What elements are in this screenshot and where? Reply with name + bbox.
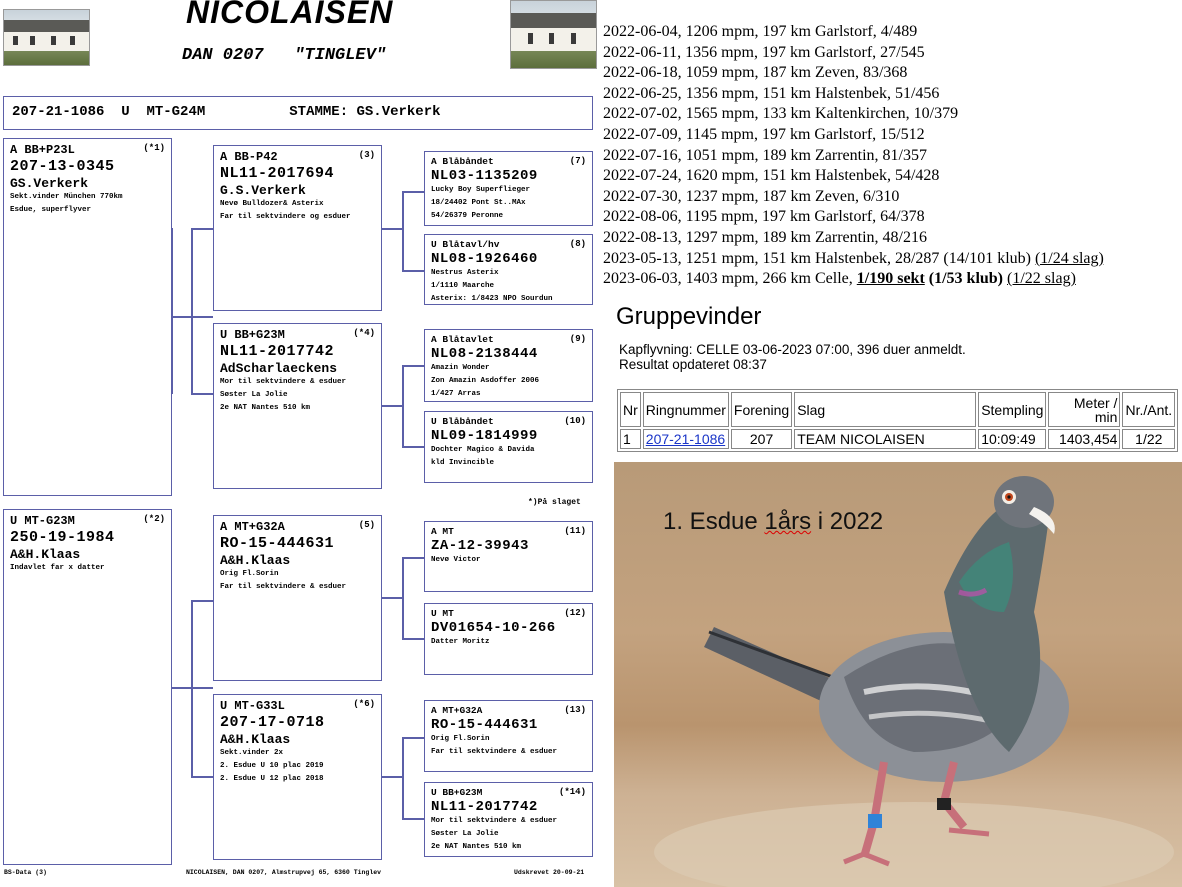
box-color: A Blåtavlet — [431, 334, 494, 345]
box-number: (*1) — [143, 143, 165, 153]
box-number: (*4) — [353, 328, 375, 338]
box-note: Søster La Jolie — [431, 830, 499, 838]
box-ring: NL08-2138444 — [431, 346, 538, 362]
cell-slag: TEAM NICOLAISEN — [794, 429, 976, 449]
connector — [191, 776, 213, 778]
connector — [402, 638, 424, 640]
result-link-slag[interactable]: (1/22 slag) — [1007, 270, 1076, 288]
box-color: U MT-G33L — [220, 699, 285, 713]
box-note: Amazin Wonder — [431, 364, 490, 372]
result-row — [603, 166, 1104, 187]
connector — [402, 557, 404, 639]
result-text: 2022-07-09, 1145 mpm, 197 km Garlstorf, 15/512 — [603, 125, 925, 143]
box-note: Sekt.vinder 2x — [220, 749, 284, 757]
box-ring: NL08-1926460 — [431, 251, 538, 267]
connector — [191, 228, 193, 394]
result-text: 2023-06-03, 1403 mpm, 266 km Celle, — [603, 270, 857, 288]
col-slag: Slag — [794, 392, 976, 427]
cell-stempling: 10:09:49 — [978, 429, 1046, 449]
box-owner: A&H.Klaas — [220, 732, 291, 747]
page-title: NICOLAISEN — [186, 0, 394, 30]
pedigree-box-12 — [424, 603, 593, 675]
box-ring: NL09-1814999 — [431, 428, 538, 444]
connector — [191, 393, 213, 395]
pedigree-box-mother — [3, 509, 172, 865]
box-ring: RO-15-444631 — [431, 717, 538, 733]
result-text: 2022-07-02, 1565 mpm, 133 km Kaltenkirchen, 10/379 — [603, 105, 959, 123]
result-text: 2022-06-11, 1356 mpm, 197 km Garlstorf, 27/545 — [603, 43, 925, 61]
pedigree-box-10 — [424, 411, 593, 483]
box-note: Asterix: 1/8423 NPO Sourdun — [431, 295, 553, 303]
result-row — [603, 104, 1104, 125]
footer-left: BS-Data (3) — [4, 869, 47, 876]
box-color: U BB+G23M — [431, 787, 483, 798]
connector — [382, 228, 404, 230]
connector — [402, 365, 424, 367]
col-forening: Forening — [731, 392, 792, 427]
box-color: U MT — [431, 608, 454, 619]
box-number: (5) — [358, 520, 375, 530]
box-number: (12) — [564, 608, 586, 618]
connector — [402, 270, 424, 272]
race-info: Kapflyvning: CELLE 03-06-2023 07:00, 396 duer anmeldt. — [619, 342, 966, 357]
box-owner: A&H.Klaas — [220, 553, 291, 568]
box-note: Mor til sektvindere & esduer — [431, 817, 558, 825]
box-owner: A&H.Klaas — [10, 547, 81, 562]
box-note: 18/24402 Pont St..MAx — [431, 199, 526, 207]
result-row — [603, 146, 1104, 167]
pedigree-box-3 — [213, 145, 382, 311]
box-ring: 207-13-0345 — [10, 158, 115, 175]
box-note: Sekt.vinder München 770km — [10, 193, 123, 201]
box-note: Lucky Boy Superflieger — [431, 186, 531, 194]
box-note: Nestrus Asterix — [431, 269, 499, 277]
box-number: (8) — [569, 239, 586, 249]
connector — [402, 365, 404, 447]
farmhouse-photo-right — [510, 0, 597, 69]
col-ringnummer: Ringnummer — [643, 392, 729, 427]
caption-suffix: i 2022 — [811, 508, 884, 535]
ringnummer-link[interactable]: 207-21-1086 — [645, 431, 726, 447]
farmhouse-photo-left — [3, 9, 90, 66]
box-ring: RO-15-444631 — [220, 535, 335, 552]
box-color: U BB+G23M — [220, 328, 285, 342]
result-row — [603, 228, 1104, 249]
cell-forening: 207 — [731, 429, 792, 449]
box-note: Far til sektvindere & esduer — [431, 748, 558, 756]
result-text: 2022-08-06, 1195 mpm, 197 km Garlstorf, 64/378 — [603, 208, 925, 226]
result-text: 2022-07-30, 1237 mpm, 187 km Zeven, 6/310 — [603, 187, 900, 205]
footer-printed: Udskrevet 20-09-21 — [514, 869, 585, 876]
pedigree-box-6 — [213, 694, 382, 860]
pedigree-box-14 — [424, 782, 593, 857]
box-color: A MT+G32A — [220, 520, 285, 534]
main-ring: 207-21-1086 — [12, 104, 105, 120]
col-stempling: Stempling — [978, 392, 1046, 427]
result-row — [603, 125, 1104, 146]
pigeon-photo — [614, 462, 1182, 887]
box-number: (*2) — [143, 514, 165, 524]
box-note: Datter Moritz — [431, 638, 490, 646]
box-number: (7) — [569, 156, 586, 166]
box-color: A Blåbåndet — [431, 156, 494, 167]
gruppevinder-title: Gruppevinder — [616, 303, 762, 330]
box-note: Dochter Magico & Davida — [431, 446, 535, 454]
box-ring: NL11-2017742 — [431, 799, 538, 815]
box-note: 54/26379 Peronne — [431, 212, 504, 220]
box-color: A MT+G32A — [431, 705, 483, 716]
box-ring: ZA-12-39943 — [431, 538, 529, 554]
pedigree-box-8 — [424, 234, 593, 305]
col-nr: Nr — [620, 392, 641, 427]
result-row — [603, 43, 1104, 64]
main-stamme: STAMME: GS.Verkerk — [289, 104, 441, 120]
pedigree-box-7 — [424, 151, 593, 226]
caption-squiggle: 1års — [764, 508, 812, 535]
box-note: Zon Amazin Asdoffer 2006 — [431, 377, 540, 385]
result-text: 2022-06-25, 1356 mpm, 151 km Halstenbek, 51/456 — [603, 84, 940, 102]
connector — [191, 600, 213, 602]
box-note: Nevø Bulldozer& Asterix — [220, 200, 324, 208]
box-note: Far til sektvindere og esduer — [220, 213, 351, 221]
result-table — [617, 389, 1178, 452]
box-owner: G.S.Verkerk — [220, 183, 306, 198]
result-link-slag[interactable]: (1/24 slag) — [1034, 249, 1104, 267]
result-text: 2022-06-04, 1206 mpm, 197 km Garlstorf, 4/489 — [603, 23, 918, 40]
box-number: (11) — [564, 526, 586, 536]
pedigree-box-4 — [213, 323, 382, 489]
box-note: Far til sektvindere & esduer — [220, 583, 347, 591]
box-ring: NL11-2017742 — [220, 343, 335, 360]
box-color: A BB-P42 — [220, 150, 278, 164]
box-ring: 207-17-0718 — [220, 714, 325, 731]
result-row — [603, 84, 1104, 105]
connector — [402, 446, 424, 448]
result-text: 2022-06-18, 1059 mpm, 187 km Zeven, 83/368 — [603, 64, 908, 82]
pedigree-box-11 — [424, 521, 593, 592]
box-note: 2e NAT Nantes 510 km — [431, 843, 522, 851]
connector — [402, 737, 404, 819]
result-row — [603, 63, 1104, 84]
box-note: Orig Fl.Sorin — [431, 735, 490, 743]
box-number: (*14) — [558, 787, 586, 797]
box-note: 2e NAT Nantes 510 km — [220, 404, 311, 412]
box-color: U Blåtavl/hv — [431, 239, 500, 250]
connector — [402, 191, 424, 193]
connector — [382, 776, 404, 778]
box-color: U MT-G23M — [10, 514, 75, 528]
cell-meter-min: 1403,454 — [1048, 429, 1120, 449]
cell-nr: 1 — [620, 429, 641, 449]
box-number: (*6) — [353, 699, 375, 709]
col-nr-ant: Nr./Ant. — [1122, 392, 1175, 427]
box-ring: NL11-2017694 — [220, 165, 335, 182]
pedigree-box-5 — [213, 515, 382, 681]
connector — [402, 737, 424, 739]
connector — [402, 191, 404, 271]
footer-address: NICOLAISEN, DAN 0207, Almstrupvej 65, 6360 Tinglev — [186, 869, 382, 876]
box-color: A MT — [431, 526, 454, 537]
box-ring: DV01654-10-266 — [431, 620, 556, 636]
box-number: (13) — [564, 705, 586, 715]
box-number: (3) — [358, 150, 375, 160]
connector — [402, 818, 424, 820]
box-owner: AdScharlaeckens — [220, 361, 338, 376]
connector — [191, 228, 213, 230]
result-row — [603, 269, 1104, 290]
box-note: Søster La Jolie — [220, 391, 288, 399]
results-list — [603, 22, 1104, 290]
cell-ringnummer — [643, 429, 729, 449]
result-row — [603, 22, 1104, 43]
result-bold-klub: (1/53 klub) — [924, 270, 1008, 288]
result-text: 2022-07-24, 1620 mpm, 151 km Halstenbek, 54/428 — [603, 167, 940, 185]
paa-slaget-note: *)På slaget — [528, 498, 581, 507]
box-note: Esdue, superflyver — [10, 206, 92, 214]
result-link-sekt[interactable]: 1/190 sekt — [856, 270, 925, 288]
page-subtitle: DAN 0207 "TINGLEV" — [182, 46, 387, 65]
box-note: Orig Fl.Sorin — [220, 570, 279, 578]
table-row — [620, 429, 1175, 449]
connector — [402, 557, 424, 559]
photo-caption — [663, 508, 883, 536]
result-updated: Resultat opdateret 08:37 — [619, 357, 767, 372]
connector — [382, 405, 404, 407]
result-text: 2022-07-16, 1051 mpm, 189 km Zarrentin, 81/357 — [603, 146, 927, 164]
box-note: Indavlet far x datter — [10, 564, 105, 572]
box-note: 2. Esdue U 12 plac 2018 — [220, 775, 324, 783]
pedigree-box-9 — [424, 329, 593, 402]
caption-prefix: 1. Esdue — [663, 508, 765, 535]
box-note: 1/1110 Maarche — [431, 282, 495, 290]
result-row — [603, 187, 1104, 208]
connector — [191, 600, 193, 777]
main-color: MT-G24M — [146, 104, 206, 120]
pedigree-box-13 — [424, 700, 593, 772]
result-row — [603, 207, 1104, 228]
pedigree-box-father — [3, 138, 172, 496]
box-note: 1/427 Arras — [431, 390, 481, 398]
box-note: 2. Esdue U 10 plac 2019 — [220, 762, 324, 770]
box-note: kld Invincible — [431, 459, 495, 467]
box-note: Mor til sektvindere & esduer — [220, 378, 347, 386]
cell-nr-ant: 1/22 — [1122, 429, 1175, 449]
table-header-row — [620, 392, 1175, 427]
box-owner: GS.Verkerk — [10, 176, 89, 191]
box-number: (9) — [569, 334, 586, 344]
result-text: 2022-08-13, 1297 mpm, 189 km Zarrentin, 48/216 — [603, 228, 927, 246]
box-ring: NL03-1135209 — [431, 168, 538, 184]
connector — [382, 597, 404, 599]
box-color: A BB+P23L — [10, 143, 75, 157]
box-ring: 250-19-1984 — [10, 529, 115, 546]
pigeon-main-bar — [3, 96, 593, 130]
box-number: (10) — [564, 416, 586, 426]
box-color: U Blåbåndet — [431, 416, 494, 427]
col-meter-min: Meter / min — [1048, 392, 1120, 427]
result-row — [603, 249, 1104, 270]
box-note: Nevø Victor — [431, 556, 481, 564]
result-text: 2023-05-13, 1251 mpm, 151 km Halstenbek, 28/287 (14/101 klub) — [603, 249, 1035, 267]
main-sex: U — [121, 104, 130, 120]
